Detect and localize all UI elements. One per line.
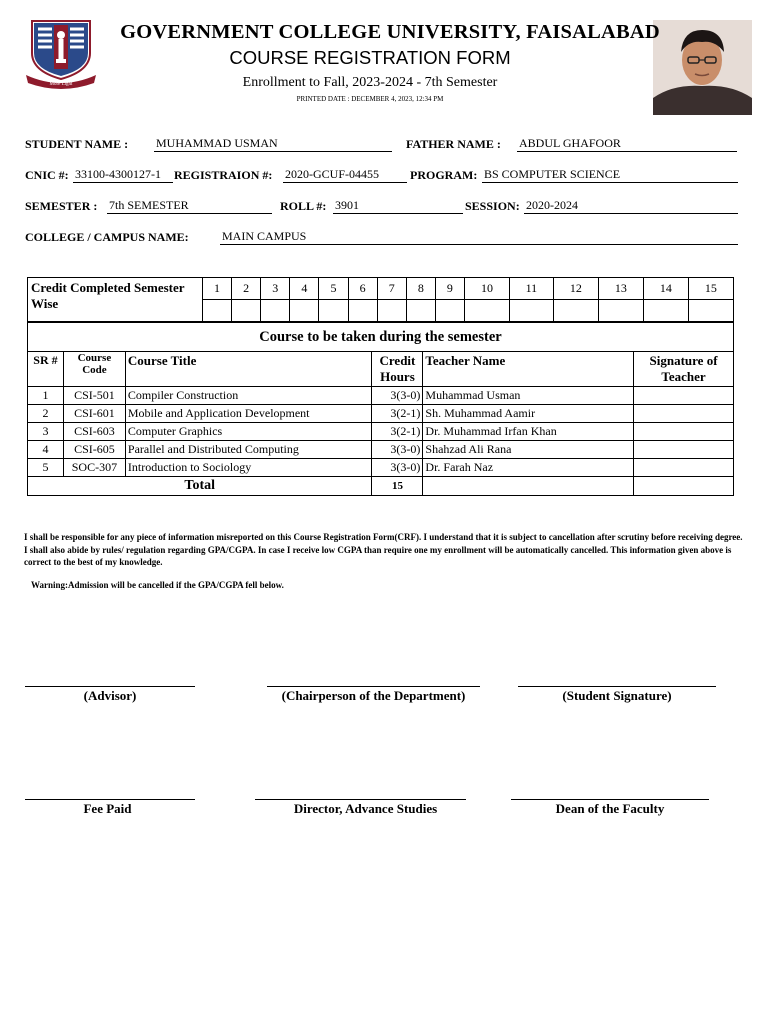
credit-cell [348,300,377,322]
credit-cell [261,300,290,322]
header-teacher-name: Teacher Name [423,352,634,387]
credit-cell [319,300,348,322]
form-title: COURSE REGISTRATION FORM [229,47,511,68]
director-line [255,799,466,800]
row-code: SOC-307 [63,459,125,477]
advisor-label: (Advisor) [83,688,137,703]
chairperson-label: (Chairperson of the Department) [281,688,466,703]
credit-cell [688,300,733,322]
credit-cell [232,300,261,322]
course-table [27,322,734,496]
fee-paid-label: Fee Paid [83,801,132,816]
registration-label: REGISTRAION #: [174,168,273,182]
row-title: Compiler Construction [125,387,372,405]
director-label: Director, Advance Studies [293,801,438,816]
cnic-label: CNIC #: [25,168,69,182]
row-sr: 4 [28,441,64,459]
program-value: BS COMPUTER SCIENCE [482,168,738,183]
semester-number: 13 [598,278,643,300]
roll-value: 3901 [333,199,463,214]
row-teacher: Muhammad Usman [423,387,634,405]
row-teacher: Dr. Farah Naz [423,459,634,477]
printed-date: PRINTED DATE : DECEMBER 4, 2023, 12:34 PM [296,95,444,103]
dean-line [511,799,709,800]
row-hours: 3(2-1) [372,405,423,423]
row-code: CSI-603 [63,423,125,441]
campus-value: MAIN CAMPUS [220,230,738,245]
table-row [28,441,734,459]
total-row [28,477,734,496]
fee-paid-line [25,799,195,800]
row-sr: 5 [28,459,64,477]
semester-number: 11 [509,278,553,300]
semester-value: 7th SEMESTER [107,199,272,214]
row-signature [634,459,734,477]
semester-number: 14 [643,278,688,300]
student-name-value: MUHAMMAD USMAN [154,137,392,152]
course-table-caption: Course to be taken during the semester [28,323,734,352]
credit-cell [406,300,435,322]
table-row [28,423,734,441]
semester-number: 12 [553,278,598,300]
registration-value: 2020-GCUF-04455 [283,168,407,183]
row-title: Parallel and Distributed Computing [125,441,372,459]
student-signature-line [518,686,716,687]
semester-number: 6 [348,278,377,300]
header-course-code: Course Code [63,352,125,387]
father-name-value: ABDUL GHAFOOR [517,137,737,152]
credit-cell [643,300,688,322]
row-hours: 3(3-0) [372,387,423,405]
semester-number: 10 [464,278,509,300]
total-hours: 15 [372,477,423,496]
row-signature [634,387,734,405]
semester-number: 5 [319,278,348,300]
total-blank [423,477,634,496]
enrollment-text: Enrollment to Fall, 2023-2024 - 7th Semester [242,75,498,90]
row-signature [634,441,734,459]
session-value: 2020-2024 [524,199,738,214]
university-name: GOVERNMENT COLLEGE UNIVERSITY, FAISALABAD [120,21,660,43]
chairperson-signature-line [267,686,480,687]
session-label: SESSION: [465,199,520,213]
row-hours: 3(3-0) [372,459,423,477]
warning-text: Warning:Admission will be cancelled if the GPA/CGPA fell below. [31,580,284,590]
header-teacher-signature: Signature of Teacher [634,352,734,387]
row-teacher: Sh. Muhammad Aamir [423,405,634,423]
row-code: CSI-601 [63,405,125,423]
program-label: PROGRAM: [410,168,478,182]
row-hours: 3(3-0) [372,441,423,459]
student-signature-label: (Student Signature) [562,688,672,703]
row-title: Mobile and Application Development [125,405,372,423]
header-sr: SR # [28,352,64,387]
row-signature [634,423,734,441]
credit-cell [553,300,598,322]
credit-cell [598,300,643,322]
row-teacher: Shahzad Ali Rana [423,441,634,459]
header-credit-hours: Credit Hours [372,352,423,387]
row-title: Computer Graphics [125,423,372,441]
row-code: CSI-605 [63,441,125,459]
semester-number: 15 [688,278,733,300]
credit-completed-table [27,277,734,322]
row-code: CSI-501 [63,387,125,405]
table-row [28,387,734,405]
credit-cell [435,300,464,322]
declaration-text: I shall be responsible for any piece of information misreported on this Course Registration Form(CRF). I understand that it is subject to cancellation after scrutiny before receiving degree. I shall also abide by rules/ regulation regarding GPA/CGPA. In case I receive low CGPA than require one my enrollment will be automatically cancelled. This information given above is correct to the best of my knowledge. [24,532,743,567]
student-name-label: STUDENT NAME : [25,137,129,151]
row-signature [634,405,734,423]
row-sr: 3 [28,423,64,441]
semester-number: 2 [232,278,261,300]
credit-cell [509,300,553,322]
credit-cell [290,300,319,322]
cnic-value: 33100-4300127-1 [73,168,173,183]
university-logo [24,19,98,89]
row-sr: 2 [28,405,64,423]
campus-label: COLLEGE / CAMPUS NAME: [25,230,189,244]
total-label: Total [28,477,372,496]
semester-number: 9 [435,278,464,300]
semester-number: 4 [290,278,319,300]
credit-cell [203,300,232,322]
row-sr: 1 [28,387,64,405]
advisor-signature-line [25,686,195,687]
table-row [28,405,734,423]
credit-completed-label: Credit Completed Semester Wise [28,278,203,322]
semester-number: 1 [203,278,232,300]
credit-cell [464,300,509,322]
credit-cell [377,300,406,322]
dean-label: Dean of the Faculty [555,801,665,816]
semester-number: 7 [377,278,406,300]
table-row [28,459,734,477]
row-hours: 3(2-1) [372,423,423,441]
header-course-title: Course Title [125,352,372,387]
row-teacher: Dr. Muhammad Irfan Khan [423,423,634,441]
semester-label: SEMESTER : [25,199,98,213]
total-blank [634,477,734,496]
semester-number: 8 [406,278,435,300]
row-title: Introduction to Sociology [125,459,372,477]
roll-label: ROLL #: [280,199,327,213]
father-name-label: FATHER NAME : [406,137,501,151]
semester-number: 3 [261,278,290,300]
logo-motto: More Light [49,82,73,87]
